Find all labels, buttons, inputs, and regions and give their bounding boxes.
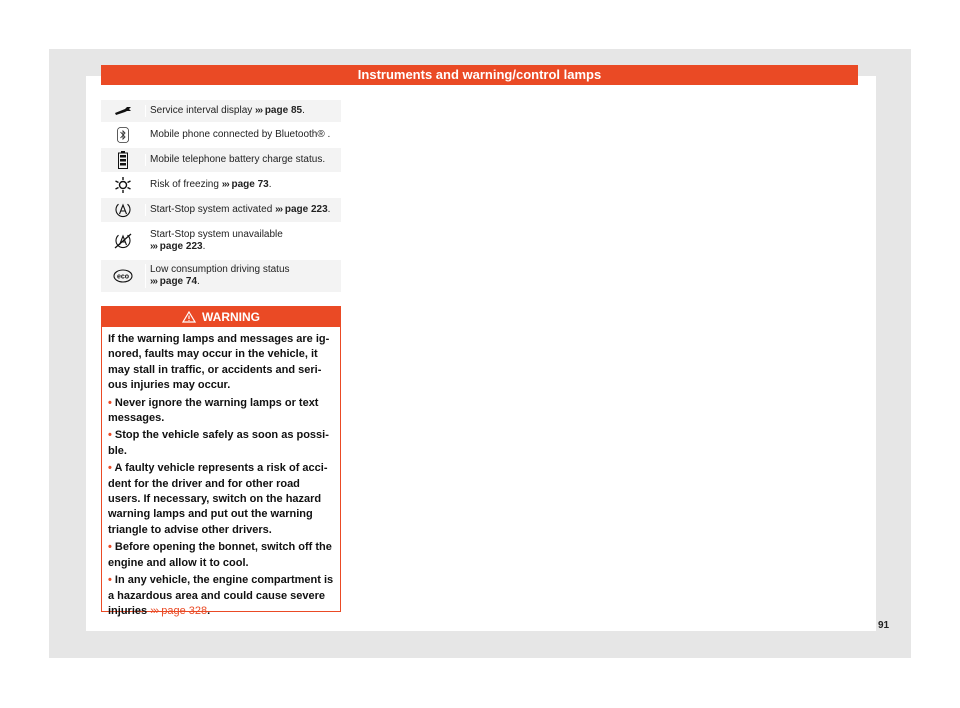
- warning-body: [102, 327, 340, 619]
- section-header: Instruments and warning/control lamps: [101, 65, 858, 85]
- eco-icon: [101, 269, 145, 283]
- bluetooth-icon: [101, 127, 145, 143]
- lamp-description: Risk of freezing ››› page 73.: [145, 179, 341, 191]
- lamp-table: [101, 100, 341, 294]
- warning-triangle-icon: [182, 311, 196, 323]
- start-stop-off-icon: [101, 232, 145, 250]
- warning-header: [102, 307, 340, 327]
- wrench-icon: [101, 106, 145, 116]
- lamp-description: Start-Stop system activated ››› page 223.: [145, 204, 341, 216]
- start-stop-icon: [101, 201, 145, 219]
- svg-text:eco: eco: [116, 273, 130, 281]
- warning-bullet: • Never ignore the warning lamps or text messages.: [108, 396, 319, 425]
- table-row: [101, 148, 341, 172]
- table-row: [101, 124, 341, 146]
- battery-icon: [101, 151, 145, 169]
- snowflake-icon: [101, 177, 145, 193]
- page-number: 91: [878, 620, 890, 631]
- table-row: [101, 198, 341, 222]
- warning-title: WARNING: [202, 310, 260, 324]
- warning-bullet: • Before opening the bonnet, switch off the engine and allow it to cool.: [108, 541, 332, 569]
- warning-box: [101, 306, 341, 617]
- table-row: [101, 100, 341, 122]
- lamp-description: Start-Stop system unavailable ››› page 223.: [145, 229, 341, 253]
- warning-bullet: • Stop the vehicle safely as soon as possi-ble.: [108, 429, 329, 457]
- warning-intro: If the warning lamps and messages are ig-nored, faults may occur in the vehicle, it may stall in traffic, or accidents and seri-ous injuries may occur.: [108, 333, 330, 392]
- warning-bullet: • A faulty vehicle represents a risk of acci-dent for the driver and for other road users. If necessary, switch on the hazard warning lamps and put out the warning triangle to advise other drivers.: [108, 462, 328, 536]
- table-row: [101, 174, 341, 196]
- table-row: [101, 260, 341, 292]
- page-link[interactable]: page 328: [161, 604, 208, 617]
- lamp-description: Service interval display ››› page 85.: [145, 105, 341, 117]
- lamp-description: Mobile telephone battery charge status.: [145, 154, 341, 166]
- lamp-description: Low consumption driving status ››› page 74.: [145, 264, 341, 288]
- warning-bullet: • In any vehicle, the engine compartment is a hazardous area and could cause severe injuries ››› page 328.: [108, 574, 334, 617]
- lamp-description: Mobile phone connected by Bluetooth® .: [145, 129, 341, 141]
- table-row: [101, 224, 341, 258]
